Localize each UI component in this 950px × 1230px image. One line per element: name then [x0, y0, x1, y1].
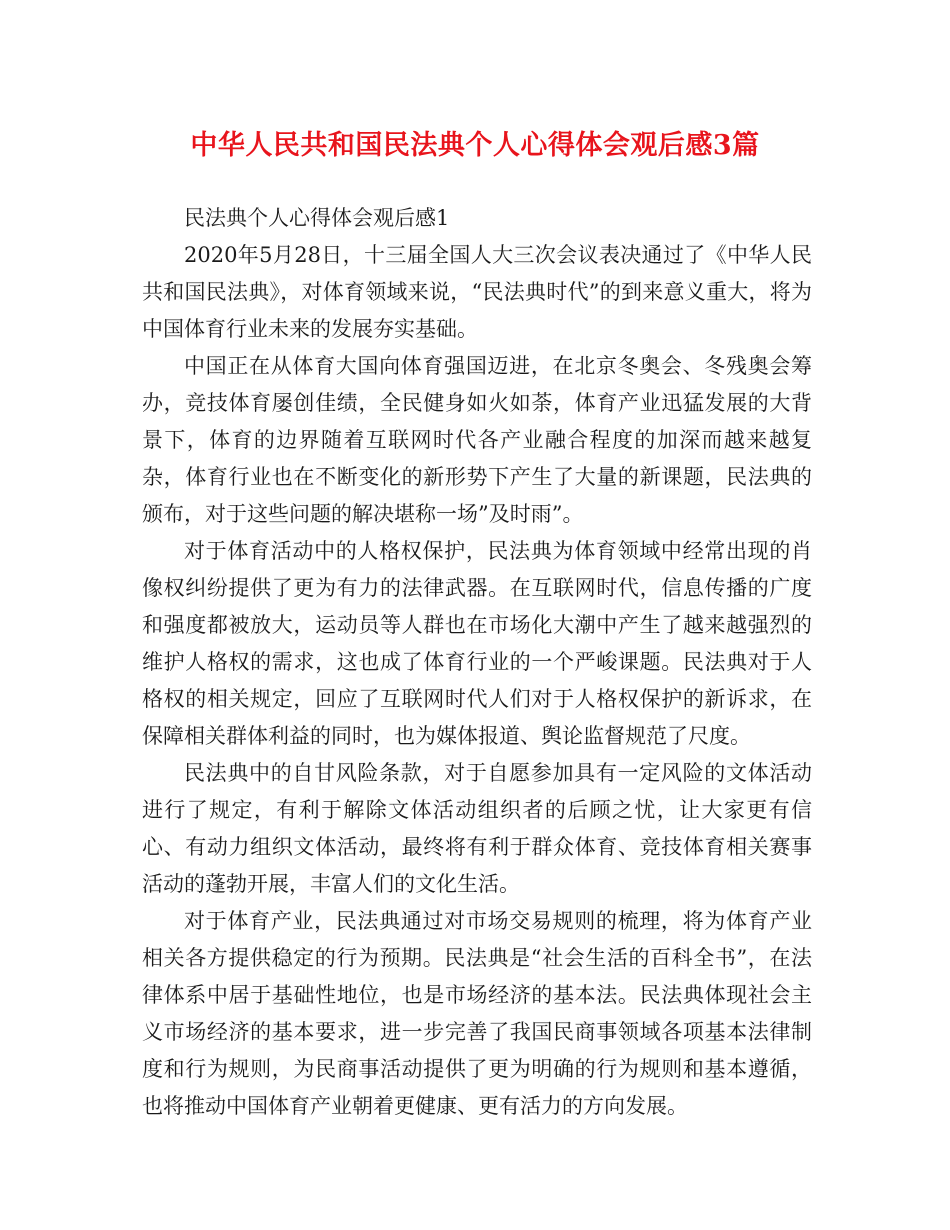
document-body	[142, 200, 812, 1125]
paragraph-2: 中国正在从体育大国向体育强国迈进，在北京冬奥会、冬残奥会筹办，竞技体育屡创佳绩，全民健身如火如荼，体育产业迅猛发展的大背景下，体育的边界随着互联网时代各产业融合程度的加深而越来越复杂，体育行业也在不断变化的新形势下产生了大量的新课题，民法典的颁布，对于这些问题的解决堪称一场”及时雨”。	[142, 354, 812, 526]
section-heading: 民法典个人心得体会观后感1	[184, 206, 450, 230]
paragraph-3: 对于体育活动中的人格权保护，民法典为体育领域中经常出现的肖像权纠纷提供了更为有力的法律武器。在互联网时代，信息传播的广度和强度都被放大，运动员等人群也在市场化大潮中产生了越来越强烈的维护人格权的需求，这也成了体育行业的一个严峻课题。民法典对于人格权的相关规定，回应了互联网时代人们对于人格权保护的新诉求，在保障相关群体利益的同时，也为媒体报道、舆论监督规范了尺度。	[142, 539, 812, 748]
paragraph-1: 2020年5月28日，十三届全国人大三次会议表决通过了《中华人民共和国民法典》，对体育领域来说，“民法典时代”的到来意义重大，将为中国体育行业未来的发展夯实基础。	[142, 243, 812, 341]
paragraph-5: 对于体育产业，民法典通过对市场交易规则的梳理，将为体育产业相关各方提供稳定的行为预期。民法典是“社会生活的百科全书”，在法律体系中居于基础性地位，也是市场经济的基本法。民法典体现社会主义市场经济的基本要求，进一步完善了我国民商事领域各项基本法律制度和行为规则，为民商事活动提供了更为明确的行为规则和基本遵循，也将推动中国体育产业朝着更健康、更有活力的方向发展。	[142, 909, 812, 1118]
document-title: 中华人民共和国民法典个人心得体会观后感3篇	[190, 130, 760, 161]
paragraph-4: 民法典中的自甘风险条款，对于自愿参加具有一定风险的文体活动进行了规定，有利于解除文体活动组织者的后顾之忧，让大家更有信心、有动力组织文体活动，最终将有利于群众体育、竞技体育相关赛事活动的蓬勃开展，丰富人们的文化生活。	[142, 761, 812, 896]
